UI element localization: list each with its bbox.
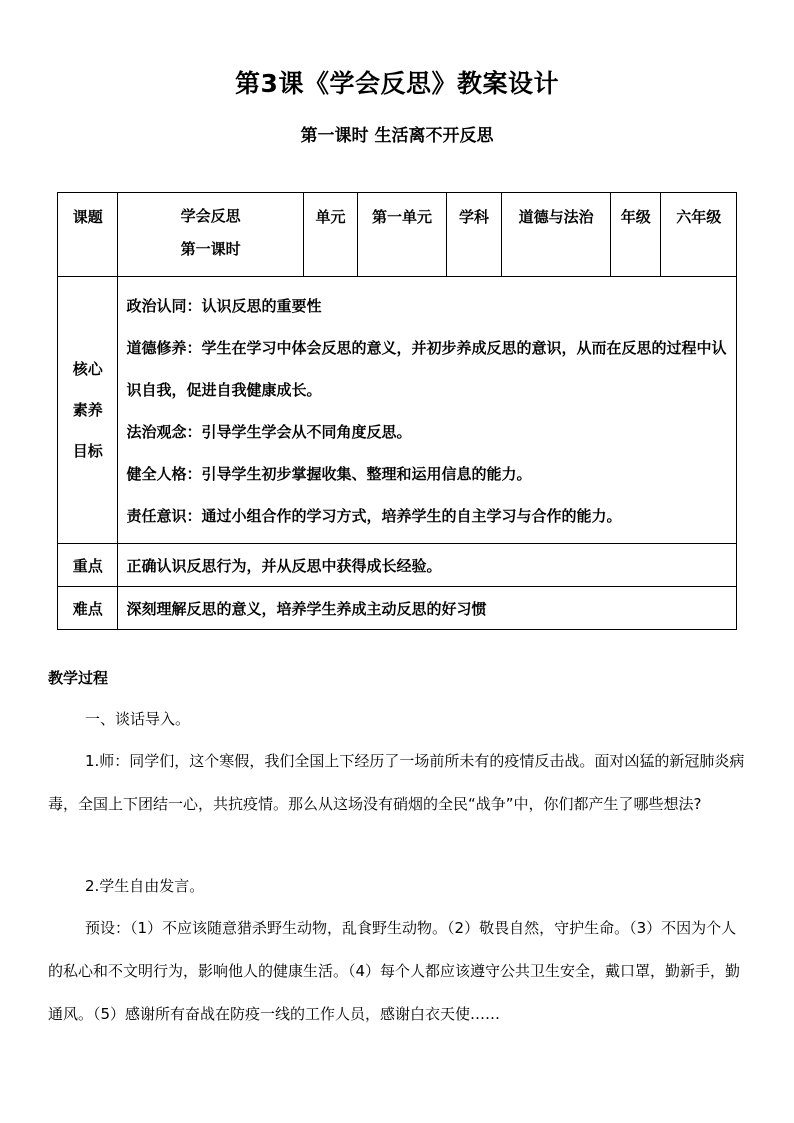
table-row-difficulty xyxy=(58,587,737,630)
core-label-line3: 目标 xyxy=(72,441,103,460)
key-point-label: 重点 xyxy=(58,544,118,587)
document-subtitle: 第一课时 生活离不开反思 xyxy=(300,126,494,146)
core-goals-label xyxy=(58,277,118,544)
grade-value: 六年级 xyxy=(661,193,737,277)
difficulty-label: 难点 xyxy=(58,587,118,630)
unit-label: 单元 xyxy=(303,193,357,277)
lesson-info-table xyxy=(57,192,737,630)
topic-value xyxy=(118,193,303,277)
paragraph-student-speak: 2.学生自由发言。 xyxy=(85,877,205,895)
subject-value: 道德与法治 xyxy=(502,193,611,277)
paragraph-presets: 预设：（1）不应该随意猎杀野生动物，乱食野生动物。（2）敬畏自然，守护生命。（3）不因为个人的私心和不文明行为，影响他人的健康生活。（4）每个人都应该遵守公共卫生安全，戴口罩，勤新手，勤通风。（5）感谢所有奋战在防疫一线的工作人员，感谢白衣天使…… xyxy=(48,919,741,1023)
table-row-header xyxy=(58,193,737,277)
core-label-line1: 核心 xyxy=(72,359,103,378)
core-goal-political: 政治认同：认识反思的重要性 xyxy=(126,297,322,315)
table-row-core-goals xyxy=(58,277,737,544)
topic-value-line2: 第一课时 xyxy=(180,240,241,258)
core-goal-law: 法治观念：引导学生学会从不同角度反思。 xyxy=(126,423,412,441)
unit-value: 第一单元 xyxy=(358,193,447,277)
core-goal-personality: 健全人格：引导学生初步掌握收集、整理和运用信息的能力。 xyxy=(126,465,532,483)
key-point-value: 正确认识反思行为，并从反思中获得成长经验。 xyxy=(118,544,737,587)
core-goal-moral: 道德修养：学生在学习中体会反思的意义，并初步养成反思的意识，从而在反思的过程中认识自我，促进自我健康成长。 xyxy=(126,339,727,399)
core-label-line2: 素养 xyxy=(72,400,103,419)
table-row-key-point xyxy=(58,544,737,587)
paragraph-intro: 一、谈话导入。 xyxy=(85,710,191,728)
core-goals-content xyxy=(118,277,737,544)
difficulty-value: 深刻理解反思的意义，培养学生养成主动反思的好习惯 xyxy=(118,587,737,630)
grade-label: 年级 xyxy=(611,193,661,277)
document-title: 第3课《学会反思》教案设计 xyxy=(235,69,559,98)
topic-label: 课题 xyxy=(58,193,118,277)
subject-label: 学科 xyxy=(446,193,501,277)
topic-value-line1: 学会反思 xyxy=(180,207,241,225)
paragraph-teacher-question: 1.师：同学们，这个寒假，我们全国上下经历了一场前所未有的疫情反击战。面对凶猛的新冠肺炎病毒，全国上下团结一心，共抗疫情。那么从这场没有硝烟的全民“战争”中，你们都产生了哪些想法? xyxy=(48,752,745,813)
teaching-process-heading: 教学过程 xyxy=(48,669,109,687)
core-goal-responsibility: 责任意识：通过小组合作的学习方式，培养学生的自主学习与合作的能力。 xyxy=(126,507,622,525)
